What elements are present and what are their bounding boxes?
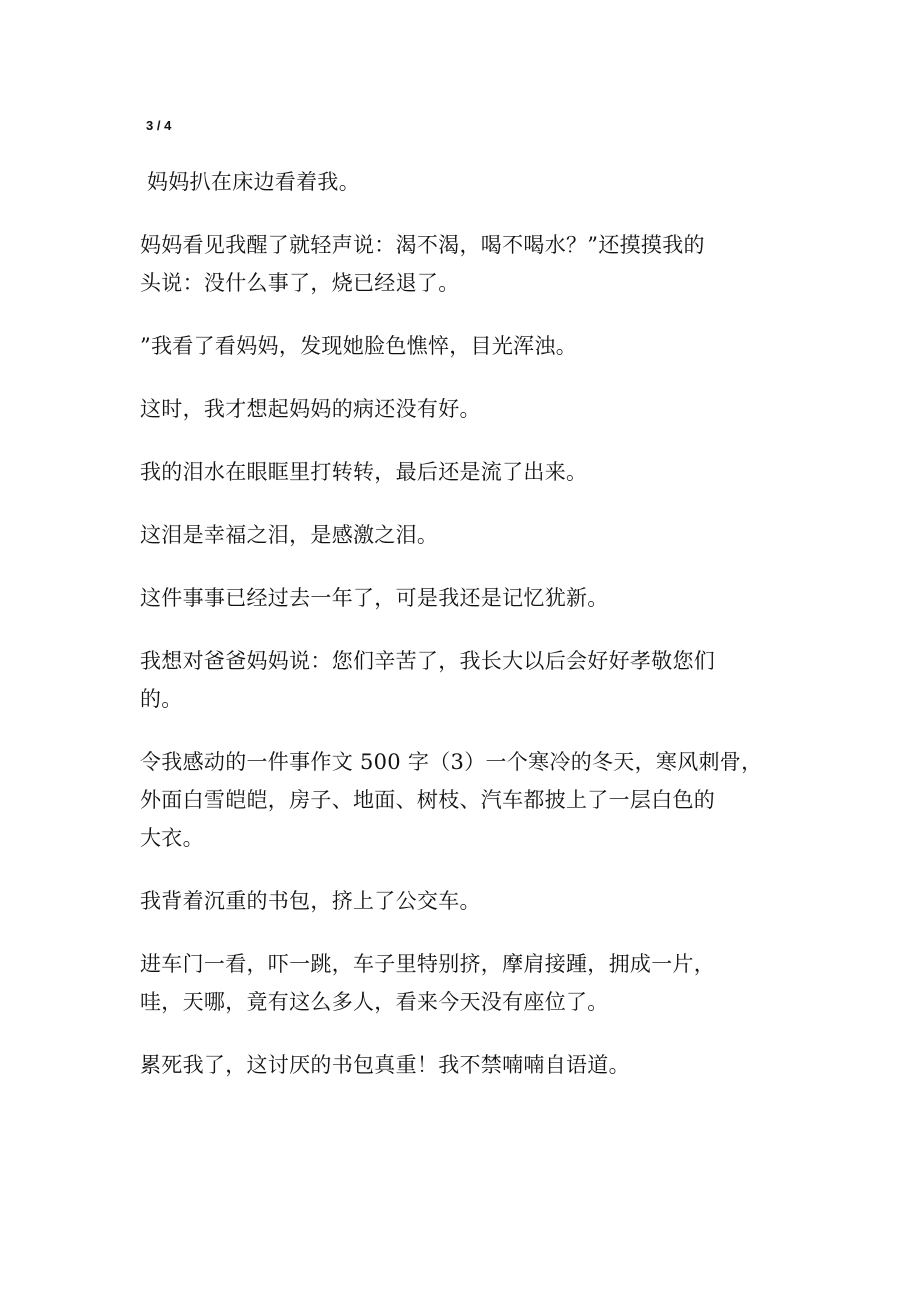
text-line: 这泪是幸福之泪，是感激之泪。	[140, 523, 439, 547]
text-line: 头说：没什么事了，烧已经退了。	[140, 271, 460, 295]
paragraph	[140, 882, 800, 920]
paragraph	[140, 226, 800, 302]
text-line: 令我感动的一件事作文 500 字（3）一个寒冷的冬天，寒风刺骨，	[140, 750, 763, 774]
text-line: 我的泪水在眼眶里打转转，最后还是流了出来。	[140, 460, 588, 484]
paragraph	[140, 327, 800, 365]
paragraph	[140, 743, 800, 857]
text-line: 这件事事已经过去一年了，可是我还是记忆犹新。	[140, 586, 609, 610]
text-line: 大衣。	[140, 826, 204, 850]
text-line: 妈妈扒在床边看着我。	[147, 170, 360, 194]
paragraph	[140, 516, 800, 554]
paragraph	[140, 453, 800, 491]
page-number: 3 / 4	[146, 118, 172, 133]
text-line: 这时，我才想起妈妈的病还没有好。	[140, 397, 481, 421]
paragraph	[140, 1046, 800, 1084]
text-line: 我想对爸爸妈妈说：您们辛苦了，我长大以后会好好孝敬您们	[140, 649, 716, 673]
text-line: ”我看了看妈妈，发现她脸色憔悴，目光浑浊。	[140, 334, 578, 358]
text-line: 哇，天哪，竟有这么多人，看来今天没有座位了。	[140, 990, 609, 1014]
text-line: 累死我了，这讨厌的书包真重！我不禁喃喃自语道。	[140, 1053, 630, 1077]
text-line: 我背着沉重的书包，挤上了公交车。	[140, 889, 481, 913]
paragraph	[140, 163, 800, 201]
paragraph	[140, 390, 800, 428]
text-line: 外面白雪皑皑，房子、地面、树枝、汽车都披上了一层白色的	[140, 788, 716, 812]
text-line: 的。	[140, 687, 183, 711]
paragraph	[140, 579, 800, 617]
text-line: 进车门一看，吓一跳，车子里特别挤，摩肩接踵，拥成一片，	[140, 952, 716, 976]
document-body	[140, 163, 800, 1109]
text-line: 妈妈看见我醒了就轻声说：渴不渴，喝不喝水？”还摸摸我的	[140, 233, 705, 257]
paragraph	[140, 945, 800, 1021]
paragraph	[140, 642, 800, 718]
